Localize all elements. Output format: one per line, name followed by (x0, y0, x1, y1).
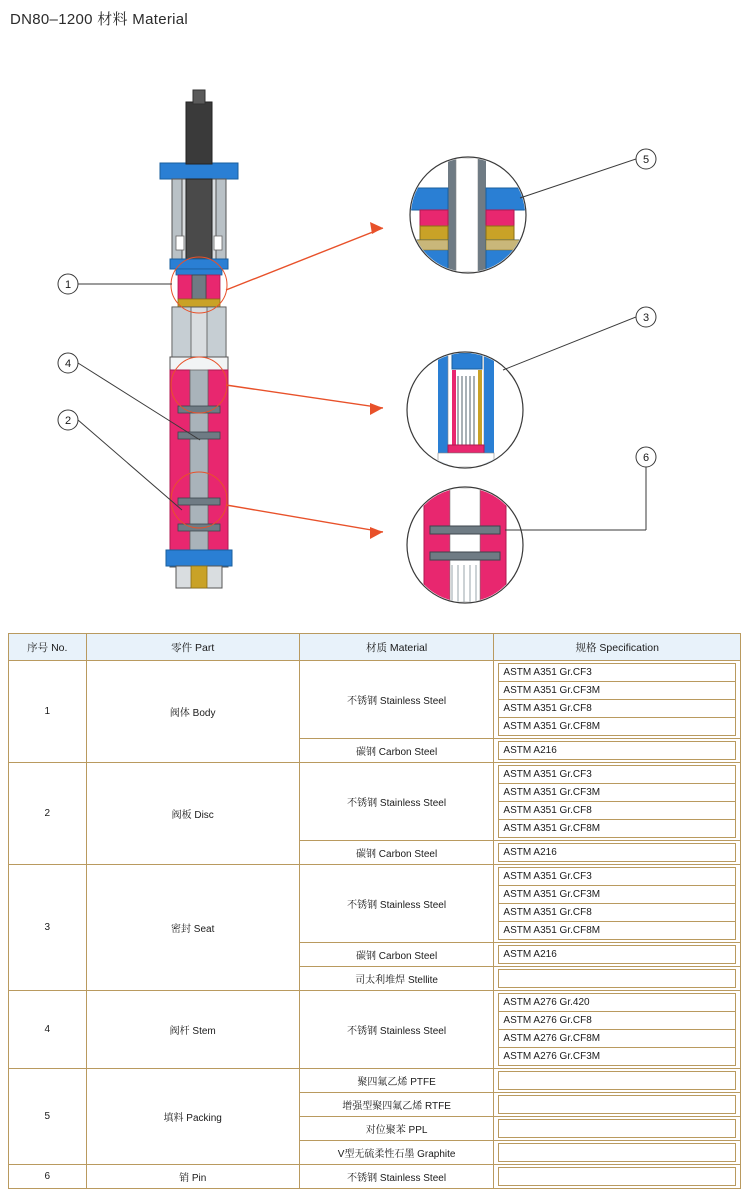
detail-view-6 (407, 487, 523, 603)
cell-spec (494, 763, 741, 841)
page-title: DN80–1200 材料 Material (10, 11, 189, 28)
cell-spec (494, 1093, 741, 1117)
callout-2 (58, 410, 182, 510)
callout-label-1: 1 (64, 279, 72, 291)
spec-item (499, 1168, 736, 1186)
cell-material: 碳钢 Carbon Steel (299, 841, 494, 865)
cell-spec (494, 991, 741, 1069)
table-row (9, 1165, 741, 1189)
valve-assembly-drawing (160, 90, 238, 588)
cell-spec (494, 865, 741, 943)
spec-item: ASTM A351 Gr.CF3 (499, 664, 736, 682)
cell-material: 司太利堆焊 Stellite (299, 967, 494, 991)
callout-label-5: 5 (642, 154, 650, 166)
callout-label-2: 2 (64, 415, 72, 427)
table-row (9, 661, 741, 739)
spec-item: ASTM A351 Gr.CF8M (499, 922, 736, 940)
cell-material: 不锈钢 Stainless Steel (299, 661, 494, 739)
callout-5 (520, 149, 656, 198)
cell-material: V型无硫柔性石墨 Graphite (299, 1141, 494, 1165)
cell-part: 销 Pin (86, 1165, 299, 1189)
table-header-row (9, 634, 741, 661)
spec-item: ASTM A276 Gr.420 (499, 994, 736, 1012)
table-row (9, 865, 741, 943)
cell-no: 3 (9, 865, 87, 991)
cell-part: 阀杆 Stem (86, 991, 299, 1069)
callout-label-6: 6 (642, 452, 650, 464)
cell-spec (494, 661, 741, 739)
callout-1 (58, 274, 172, 294)
cell-material: 不锈钢 Stainless Steel (299, 763, 494, 841)
cell-spec (494, 1069, 741, 1093)
detail-view-5 (410, 157, 526, 273)
spec-item: ASTM A276 Gr.CF8 (499, 1012, 736, 1030)
cell-material: 聚四氟乙烯 PTFE (299, 1069, 494, 1093)
spec-item: ASTM A351 Gr.CF3 (499, 868, 736, 886)
table-row (9, 1069, 741, 1093)
cell-part: 密封 Seat (86, 865, 299, 991)
cell-part: 填料 Packing (86, 1069, 299, 1165)
callout-label-3: 3 (642, 312, 650, 324)
table-row (9, 763, 741, 841)
spec-item: ASTM A351 Gr.CF8 (499, 802, 736, 820)
spec-item: ASTM A351 Gr.CF8M (499, 820, 736, 838)
spec-item: ASTM A351 Gr.CF8 (499, 904, 736, 922)
spec-item: ASTM A276 Gr.CF3M (499, 1048, 736, 1066)
spec-item (499, 1144, 736, 1162)
header-part: 零件 Part (86, 634, 299, 661)
cell-no: 2 (9, 763, 87, 865)
cell-no: 5 (9, 1069, 87, 1165)
spec-item (499, 1096, 736, 1114)
spec-item: ASTM A351 Gr.CF3M (499, 682, 736, 700)
cell-part: 阀体 Body (86, 661, 299, 763)
cell-no: 6 (9, 1165, 87, 1189)
spec-item: ASTM A351 Gr.CF3M (499, 886, 736, 904)
cell-material: 不锈钢 Stainless Steel (299, 1165, 494, 1189)
spec-item: ASTM A351 Gr.CF3 (499, 766, 736, 784)
spec-item: ASTM A351 Gr.CF8M (499, 718, 736, 736)
cell-spec (494, 943, 741, 967)
spec-item: ASTM A216 (499, 946, 736, 964)
callout-3 (503, 307, 656, 370)
cell-material: 不锈钢 Stainless Steel (299, 991, 494, 1069)
spec-item (499, 1072, 736, 1090)
cell-material: 不锈钢 Stainless Steel (299, 865, 494, 943)
spec-item: ASTM A276 Gr.CF8M (499, 1030, 736, 1048)
table-row (9, 991, 741, 1069)
spec-item: ASTM A351 Gr.CF8 (499, 700, 736, 718)
cell-spec (494, 1165, 741, 1189)
cell-material: 对位聚苯 PPL (299, 1117, 494, 1141)
cell-no: 4 (9, 991, 87, 1069)
spec-item: ASTM A216 (499, 844, 736, 862)
cell-part: 阀板 Disc (86, 763, 299, 865)
spec-item (499, 1120, 736, 1138)
valve-diagram (0, 40, 749, 630)
cell-no: 1 (9, 661, 87, 763)
header-spec: 规格 Specification (494, 634, 741, 661)
cell-spec (494, 1141, 741, 1165)
cell-spec (494, 841, 741, 865)
header-material: 材质 Material (299, 634, 494, 661)
callout-6 (505, 447, 656, 530)
spec-item: ASTM A351 Gr.CF3M (499, 784, 736, 802)
cell-material: 增强型聚四氟乙烯 RTFE (299, 1093, 494, 1117)
callout-label-4: 4 (64, 358, 72, 370)
cell-spec (494, 1117, 741, 1141)
cell-material: 碳钢 Carbon Steel (299, 739, 494, 763)
cell-material: 碳钢 Carbon Steel (299, 943, 494, 967)
cell-spec (494, 739, 741, 763)
header-no: 序号 No. (9, 634, 87, 661)
material-spec-table (8, 633, 741, 1189)
spec-item: ASTM A216 (499, 742, 736, 760)
